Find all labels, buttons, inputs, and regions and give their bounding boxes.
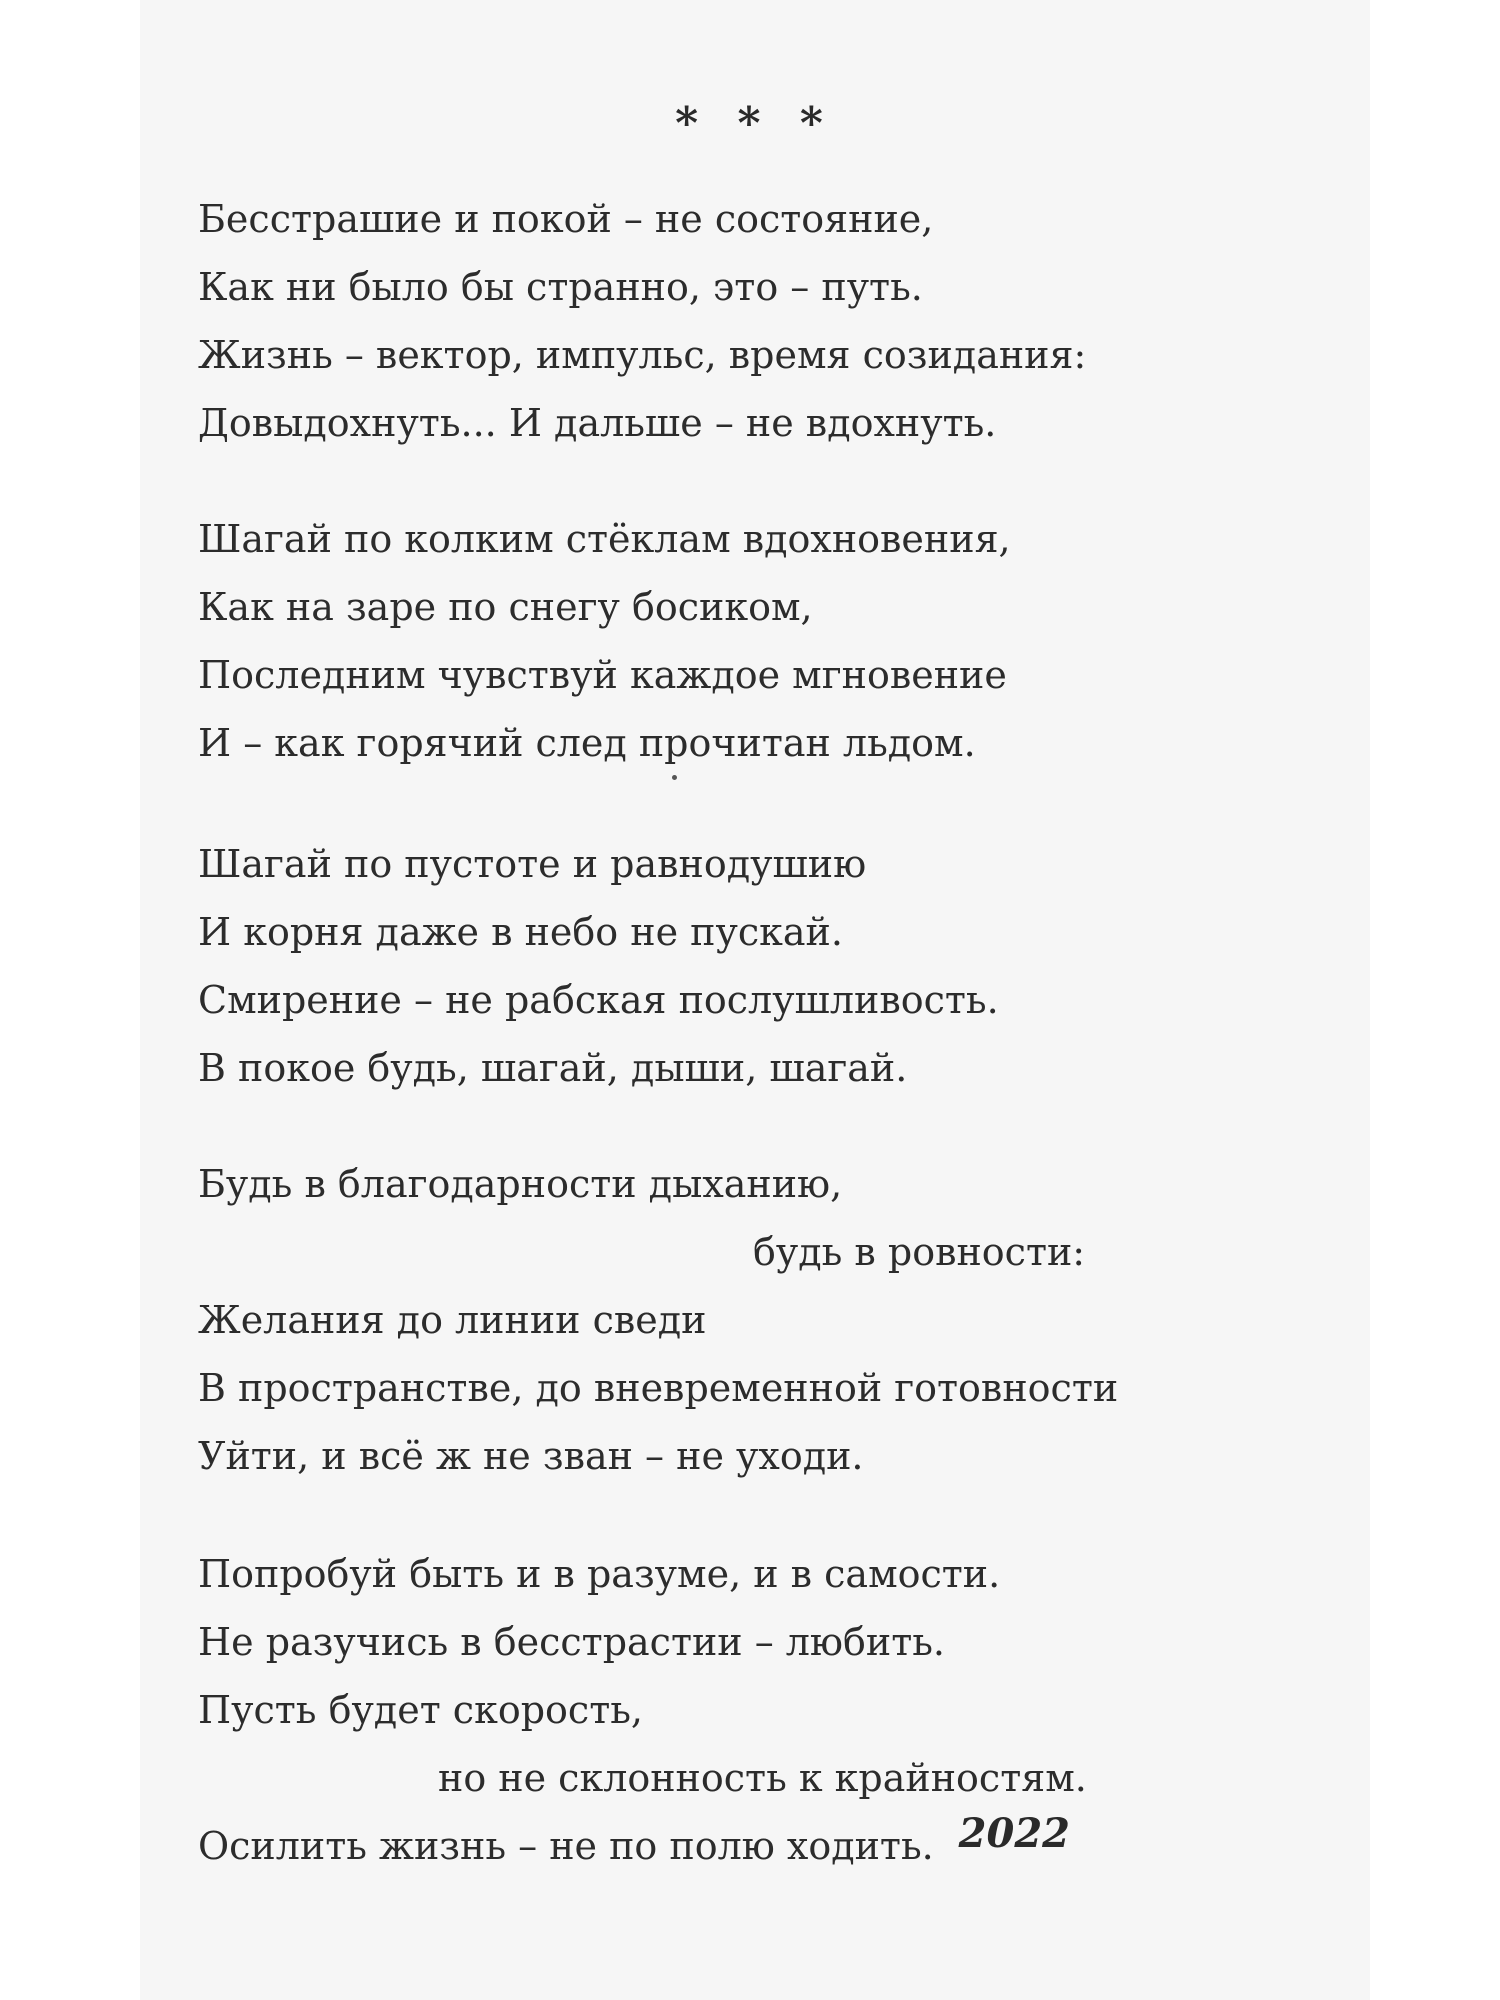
poem-line: Смирение – не рабская послушливость. [198,978,999,1022]
poem-line: Пусть будет скорость, [198,1688,643,1732]
stanza-2 [198,505,1011,777]
poem-line-indented: будь в ровности: [753,1230,1086,1274]
poem-line: Жизнь – вектор, импульс, время созидания: [198,333,1087,377]
stanza-4 [198,1150,1118,1490]
poem-year: 2022 [958,1810,1070,1857]
poem-line: Осилить жизнь – не по полю ходить. [198,1824,934,1868]
poem-line: Желания до линии сведи [198,1298,707,1342]
poem-line-indented: но не склонность к крайностям. [438,1756,1087,1800]
poem-line: И корня даже в небо не пускай. [198,910,843,954]
poem-line: Довыдохнуть... И дальше – не вдохнуть. [198,401,997,445]
poem-line: Бесстрашие и покой – не состояние, [198,197,934,241]
book-page [140,0,1370,2000]
poem-line: Как ни было бы странно, это – путь. [198,265,923,309]
poem-line: Попробуй быть и в разуме, и в самости. [198,1552,1001,1596]
poem-line: Уйти, и всё ж не зван – не уходи. [198,1434,864,1478]
stanza-3 [198,830,999,1102]
stanza-5 [198,1540,1087,1880]
print-speck [672,775,677,780]
poem-line: В пространстве, до вневременной готовности [198,1366,1119,1410]
poem-line: Последним чувствуй каждое мгновение [198,653,1007,697]
poem-line: Шагай по пустоте и равнодушию [198,842,867,886]
poem-line: И – как горячий след прочитан льдом. [198,721,976,765]
poem-line: Шагай по колким стёклам вдохновения, [198,517,1011,561]
stanza-1 [198,185,1086,457]
poem-line: Будь в благодарности дыханию, [198,1162,843,1206]
poem-line: Как на заре по снегу босиком, [198,585,813,629]
section-separator: * * * [675,98,835,149]
poem-line: В покое будь, шагай, дыши, шагай. [198,1046,908,1090]
poem-line: Не разучись в бесстрастии – любить. [198,1620,946,1664]
